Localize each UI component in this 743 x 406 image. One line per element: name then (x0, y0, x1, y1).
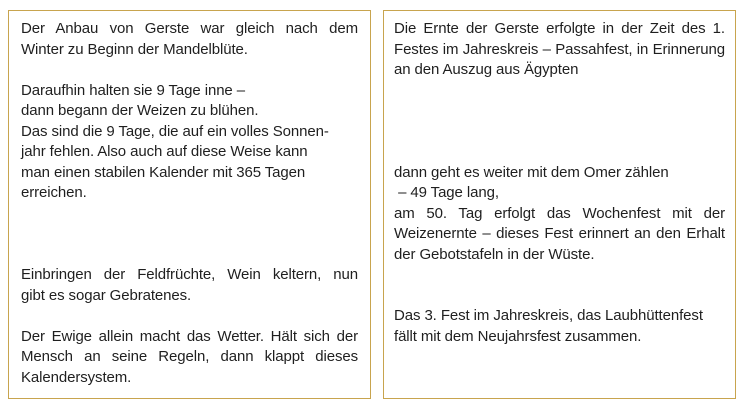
text-line: fällt mit dem Neujahrsfest zusammen. (394, 327, 642, 345)
text-line: gibt es sogar Gebratenes. (21, 286, 192, 304)
text-line: Die Ernte der Gerste erfolgte in der Zeit des 1. (394, 20, 725, 37)
text-line: der Gebotstafeln in der Wüste. (394, 245, 595, 263)
text-line: Kalendersystem. (21, 368, 132, 386)
blank-line (394, 81, 725, 102)
text-line: erreichen. (21, 184, 87, 201)
text-line: Das 3. Fest im Jahreskreis, das Laubhüttenfest (394, 307, 703, 324)
text-line: – 49 Tage lang, (394, 184, 499, 201)
right-text-box (383, 10, 736, 399)
text-line: Daraufhin halten sie 9 Tage inne – (21, 81, 245, 99)
text-line: Einbringen der Feldfrüchte, Wein keltern, nun (21, 266, 358, 283)
text-line: an den Auszug aus Ägypten (394, 61, 579, 78)
text-line: dann begann der Weizen zu blühen. (21, 102, 259, 119)
blank-line (21, 60, 358, 81)
text-line: Festes im Jahreskreis – Passahfest, in Erinnerung (394, 40, 725, 58)
blank-line (21, 245, 358, 266)
text-line: am 50. Tag erfolgt das Wochenfest mit der (394, 204, 725, 222)
text-line: Mensch an seine Regeln, dann klappt dieses (21, 348, 358, 365)
text-line: dann geht es weiter mit dem Omer zählen (394, 163, 669, 181)
blank-line (21, 224, 358, 245)
blank-line (21, 306, 358, 327)
blank-line (21, 204, 358, 225)
blank-line (394, 265, 725, 286)
text-line: man einen stabilen Kalender mit 365 Tagen (21, 163, 306, 181)
blank-line (394, 122, 725, 143)
text-line: jahr fehlen. Also auch auf diese Weise kann (21, 143, 308, 160)
blank-line (394, 286, 725, 307)
text-line: Der Anbau von Gerste war gleich nach dem (21, 20, 358, 37)
text-line: Der Ewige allein macht das Wetter. Hält sich der (21, 327, 358, 345)
blank-line (394, 142, 725, 163)
text-line: Weizenernte – dieses Fest erinnert an den Erhalt (394, 225, 725, 242)
text-line: Winter zu Beginn der Mandelblüte. (21, 40, 248, 58)
blank-line (394, 101, 725, 122)
text-line: Das sind die 9 Tage, die auf ein volles Sonnen- (21, 122, 329, 140)
left-text-box (8, 10, 371, 399)
